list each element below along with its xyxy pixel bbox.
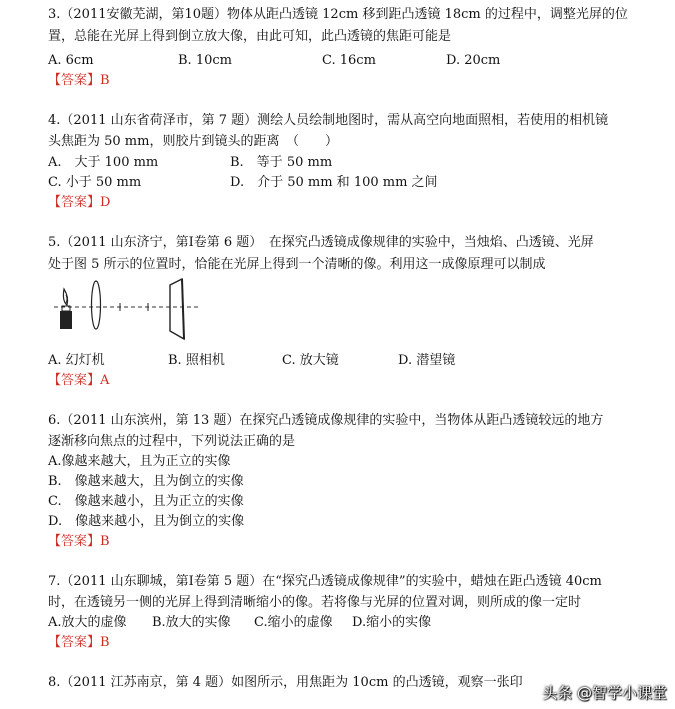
q6-line-2: 逐渐移向焦点的过程中，下列说法正确的是 [48, 434, 296, 449]
q6-option-c: C. 像越来越小，且为正立的实像 [48, 494, 244, 509]
answer-value: B [100, 534, 110, 549]
watermark: 头条 @智学小课堂 [542, 684, 667, 702]
q7-option-b: B.放大的实像 [152, 615, 231, 630]
q3-option-b: B. 10cm [178, 53, 232, 68]
q6-option-d: D. 像越来越小，且为倒立的实像 [48, 514, 245, 529]
q4-option-c: C. 小于 50 mm [48, 175, 142, 190]
q5-line-1: 5.（2011 山东济宁，第Ⅰ卷第 6 题） 在探究凸透镜成像规律的实验中，当烛焰、凸透镜、光屏 [48, 235, 594, 250]
q4-option-b: B. 等于 50 mm [230, 155, 333, 170]
q4-option-d: D. 介于 50 mm 和 100 mm 之间 [230, 175, 438, 190]
q7-option-a: A.放大的虚像 [48, 615, 127, 630]
q6-answer [48, 533, 110, 551]
q3-option-c: C. 16cm [322, 53, 376, 68]
answer-label: 【答案】 [48, 73, 101, 88]
lens-experiment-diagram [50, 275, 240, 343]
answer-value: D [100, 195, 111, 210]
q5-line-2: 处于图 5 所示的位置时，恰能在光屏上得到一个清晰的像。利用这一成像原理可以制成 [48, 257, 546, 272]
q8-line-1: 8.（2011 江苏南京，第 4 题）如图所示，用焦距为 10cm 的凸透镜，观察一张印 [48, 675, 523, 690]
q5-option-a: A. 幻灯机 [48, 353, 105, 368]
candle-icon [60, 311, 72, 329]
answer-label: 【答案】 [48, 195, 101, 210]
q5-answer [48, 372, 109, 390]
q5-option-d: D. 潜望镜 [398, 353, 456, 368]
answer-value: B [100, 635, 110, 650]
answer-label: 【答案】 [48, 373, 101, 388]
q6-option-b: B. 像越来越大，且为倒立的实像 [48, 474, 244, 489]
q5-option-b: B. 照相机 [168, 353, 225, 368]
answer-label: 【答案】 [48, 534, 101, 549]
q4-line-2: 头焦距为 50 mm，则胶片到镜头的距离 （ ） [48, 134, 338, 149]
answer-value: A [100, 373, 110, 388]
q7-option-d: D.缩小的实像 [352, 615, 432, 630]
q5-option-c: C. 放大镜 [282, 353, 339, 368]
convex-lens-icon [92, 281, 101, 329]
q4-line-1: 4.（2011 山东省荷泽市，第 7 题）测绘人员绘制地图时，需从高空向地面照相，若使用的相机镜 [48, 113, 609, 128]
q4-option-a: A. 大于 100 mm [48, 155, 159, 170]
q7-line-2: 时，在透镜另一侧的光屏上得到清晰缩小的像。若将像与光屏的位置对调，则所成的像一定时 [48, 595, 582, 610]
q6-option-a: A.像越来越大，且为正立的实像 [48, 454, 231, 469]
q7-line-1: 7.（2011 山东聊城，第Ⅰ卷第 5 题）在“探究凸透镜成像规律”的实验中，蜡烛在距凸透镜 40cm [48, 574, 602, 589]
q7-option-c: C.缩小的虚像 [254, 615, 333, 630]
q7-answer [48, 634, 110, 652]
q3-line-2: 置，总能在光屏上得到倒立放大像，由此可知，此凸透镜的焦距可能是 [48, 29, 452, 44]
q3-answer [48, 72, 110, 90]
answer-value: B [100, 73, 110, 88]
answer-label: 【答案】 [48, 635, 101, 650]
q4-answer [48, 194, 110, 212]
q3-option-a: A. 6cm [48, 53, 94, 68]
q3-option-d: D. 20cm [446, 53, 501, 68]
q3-line-1: 3.（2011安徽芜湖，第10题）物体从距凸透镜 12cm 移到距凸透镜 18cm 的过程中，调整光屏的位 [48, 7, 628, 22]
q6-line-1: 6.（2011 山东滨州，第 13 题）在探究凸透镜成像规律的实验中，当物体从距凸透镜较远的地方 [48, 413, 604, 428]
